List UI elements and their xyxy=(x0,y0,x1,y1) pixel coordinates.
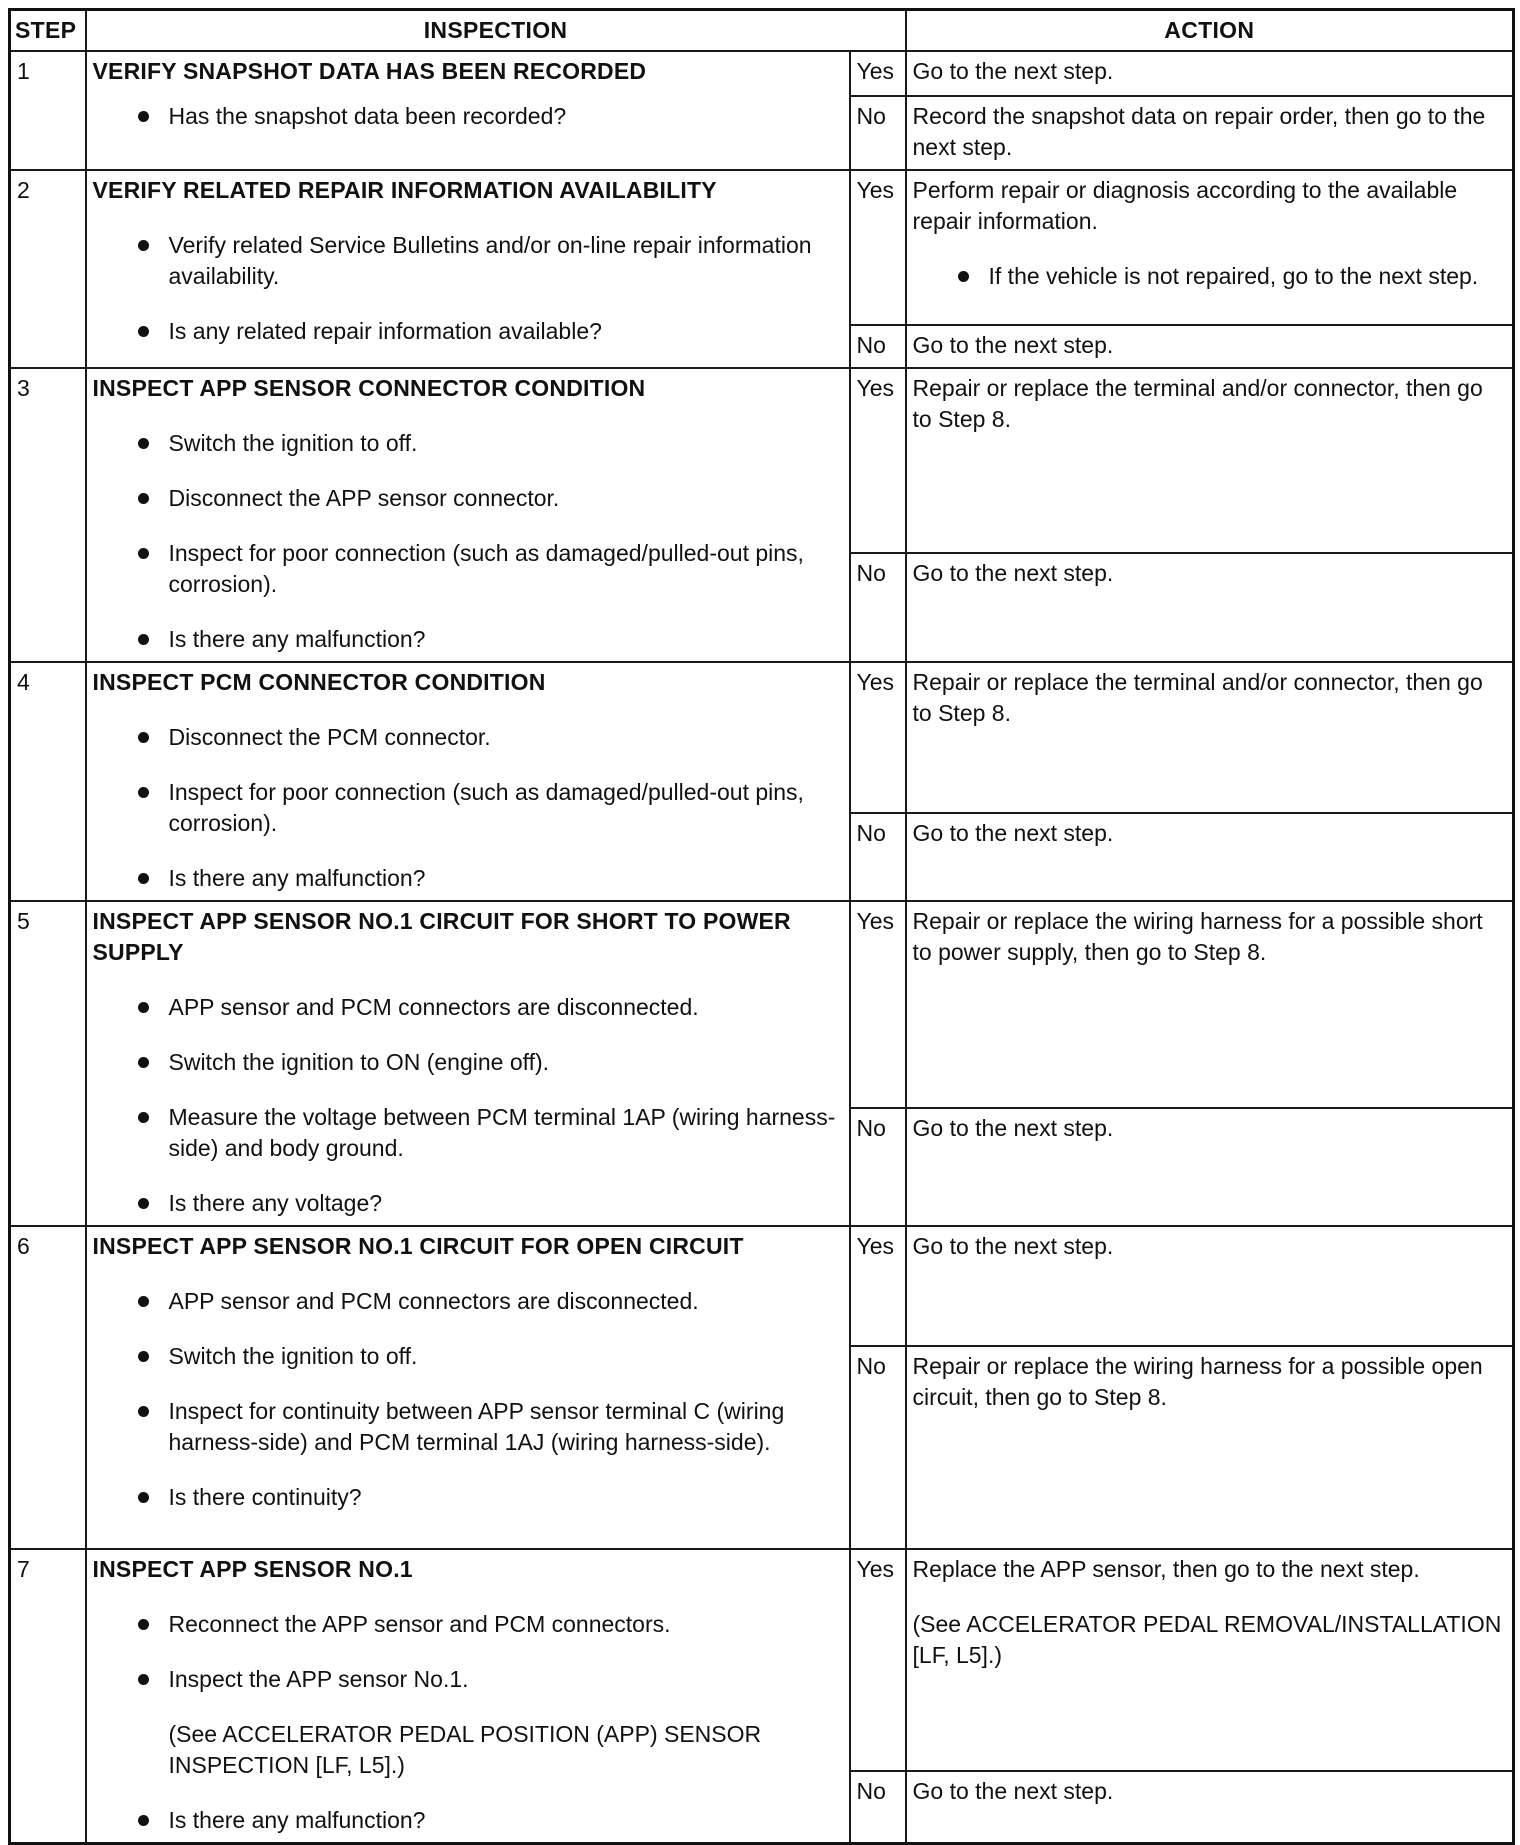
inspection-title: INSPECT APP SENSOR NO.1 xyxy=(92,1556,413,1582)
step-number: 2 xyxy=(10,170,86,368)
step-1-row-yes xyxy=(10,51,1514,96)
yes-action: Perform repair or diagnosis according to the available repair information. xyxy=(912,177,1458,234)
bullet-item: Inspect for continuity between APP sensor terminal C (wiring harness-side) and PCM terminal 1AJ (wiring harness-side). xyxy=(93,1396,843,1458)
yes-action: Repair or replace the terminal and/or connector, then go to Step 8. xyxy=(906,662,1514,813)
step-number: 3 xyxy=(10,368,86,662)
bullet-item: Is there any malfunction? xyxy=(93,1805,843,1836)
yes-action: Go to the next step. xyxy=(906,51,1514,96)
yes-label: Yes xyxy=(850,170,906,325)
reference-note: (See ACCELERATOR PEDAL POSITION (APP) SENSOR INSPECTION [LF, L5].) xyxy=(168,1721,762,1778)
yes-reference-note: (See ACCELERATOR PEDAL REMOVAL/INSTALLATION [LF, L5].) xyxy=(912,1611,1502,1668)
inspection-title: VERIFY SNAPSHOT DATA HAS BEEN RECORDED xyxy=(92,58,647,84)
step-number: 5 xyxy=(10,901,86,1226)
bullet-item: Is there any voltage? xyxy=(93,1188,843,1219)
step-number: 7 xyxy=(10,1549,86,1844)
bullet-item: Is any related repair information available? xyxy=(93,316,843,347)
bullet-item: Switch the ignition to off. xyxy=(93,1341,843,1372)
bullet-item: APP sensor and PCM connectors are disconnected. xyxy=(93,992,843,1023)
bullet-item: Inspect for poor connection (such as damaged/pulled-out pins, corrosion). xyxy=(93,777,843,839)
yes-action: Repair or replace the wiring harness for a possible short to power supply, then go to Step 8. xyxy=(906,901,1514,1108)
step-column-header: STEP xyxy=(10,10,86,52)
inspection-title: INSPECT APP SENSOR NO.1 CIRCUIT FOR OPEN CIRCUIT xyxy=(92,1233,744,1259)
bullet-item: Measure the voltage between PCM terminal 1AP (wiring harness-side) and body ground. xyxy=(93,1102,843,1164)
bullet-item: Verify related Service Bulletins and/or on-line repair information availability. xyxy=(93,230,843,292)
yes-action-cell xyxy=(906,170,1514,325)
no-action: Go to the next step. xyxy=(906,553,1514,663)
bullet-item: Disconnect the PCM connector. xyxy=(93,722,843,753)
inspection-cell xyxy=(86,51,850,170)
table-header-row xyxy=(10,10,1514,52)
no-action: Go to the next step. xyxy=(906,813,1514,901)
no-label: No xyxy=(850,553,906,663)
inspection-cell xyxy=(86,1226,850,1549)
step-number: 1 xyxy=(10,51,86,170)
bullet-item: Reconnect the APP sensor and PCM connectors. xyxy=(93,1609,843,1640)
yes-action-bullet: If the vehicle is not repaired, go to the next step. xyxy=(913,261,1507,292)
step-7-row-yes xyxy=(10,1549,1514,1771)
step-3-row-yes xyxy=(10,368,1514,553)
bullet-item: Is there any malfunction? xyxy=(93,624,843,655)
bullet-item: Has the snapshot data been recorded? xyxy=(93,101,843,132)
inspection-title: INSPECT APP SENSOR CONNECTOR CONDITION xyxy=(92,375,646,401)
yes-label: Yes xyxy=(850,51,906,96)
yes-action: Replace the APP sensor, then go to the next step. xyxy=(912,1556,1420,1582)
no-action: Go to the next step. xyxy=(906,1108,1514,1226)
bullet-item: APP sensor and PCM connectors are disconnected. xyxy=(93,1286,843,1317)
yes-action: Go to the next step. xyxy=(906,1226,1514,1346)
no-label: No xyxy=(850,813,906,901)
inspection-title: VERIFY RELATED REPAIR INFORMATION AVAILABILITY xyxy=(92,177,717,203)
step-6-row-yes xyxy=(10,1226,1514,1346)
no-action: Go to the next step. xyxy=(906,325,1514,368)
bullet-item: Inspect the APP sensor No.1. xyxy=(93,1664,843,1695)
yes-label: Yes xyxy=(850,1226,906,1346)
bullet-item: Inspect for poor connection (such as damaged/pulled-out pins, corrosion). xyxy=(93,538,843,600)
no-label: No xyxy=(850,1346,906,1549)
inspection-title: INSPECT APP SENSOR NO.1 CIRCUIT FOR SHORT TO POWER SUPPLY xyxy=(92,908,791,965)
no-action: Repair or replace the wiring harness for a possible open circuit, then go to Step 8. xyxy=(906,1346,1514,1549)
no-label: No xyxy=(850,1771,906,1843)
action-column-header: ACTION xyxy=(906,10,1514,52)
inspection-cell xyxy=(86,170,850,368)
bullet-item: Disconnect the APP sensor connector. xyxy=(93,483,843,514)
yes-label: Yes xyxy=(850,1549,906,1771)
inspection-cell xyxy=(86,901,850,1226)
bullet-item: Is there continuity? xyxy=(93,1482,843,1513)
bullet-item: Switch the ignition to ON (engine off). xyxy=(93,1047,843,1078)
yes-label: Yes xyxy=(850,662,906,813)
yes-label: Yes xyxy=(850,368,906,553)
inspection-cell xyxy=(86,662,850,901)
bullet-item: Is there any malfunction? xyxy=(93,863,843,894)
inspection-cell xyxy=(86,368,850,662)
no-action: Go to the next step. xyxy=(906,1771,1514,1843)
diagnostic-procedure-table xyxy=(8,8,1515,1845)
yes-label: Yes xyxy=(850,901,906,1108)
step-2-row-yes xyxy=(10,170,1514,325)
no-label: No xyxy=(850,1108,906,1226)
step-4-row-yes xyxy=(10,662,1514,813)
yes-action-cell xyxy=(906,1549,1514,1771)
inspection-cell xyxy=(86,1549,850,1844)
inspection-column-header: INSPECTION xyxy=(86,10,906,52)
step-5-row-yes xyxy=(10,901,1514,1108)
bullet-item: Switch the ignition to off. xyxy=(93,428,843,459)
yes-action: Repair or replace the terminal and/or connector, then go to Step 8. xyxy=(906,368,1514,553)
no-label: No xyxy=(850,96,906,170)
no-action: Record the snapshot data on repair order, then go to the next step. xyxy=(906,96,1514,170)
step-number: 4 xyxy=(10,662,86,901)
inspection-title: INSPECT PCM CONNECTOR CONDITION xyxy=(92,669,546,695)
step-number: 6 xyxy=(10,1226,86,1549)
no-label: No xyxy=(850,325,906,368)
